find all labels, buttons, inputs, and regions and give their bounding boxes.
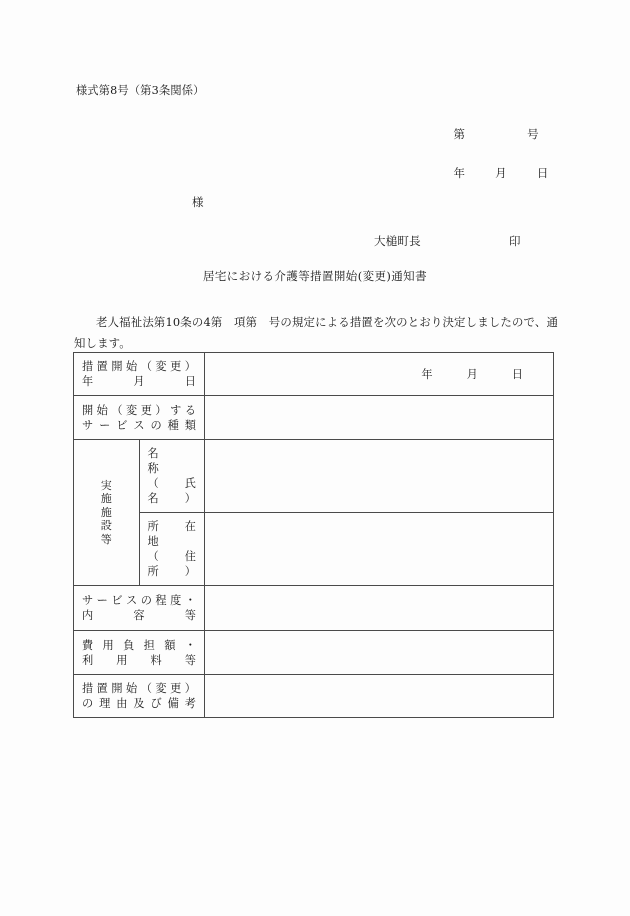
document-date-day: 日 [536, 166, 549, 180]
label-facility-address [139, 513, 219, 586]
table-row-measure-start-date [74, 353, 554, 396]
table-row-facility-name [74, 440, 554, 513]
label-service-type-line2: サービスの種類 [82, 418, 196, 432]
label-facility-group-text [74, 479, 139, 547]
label-facility-char-4: 等 [100, 532, 112, 546]
document-date-month: 月 [495, 166, 507, 180]
table-row-service-type [74, 396, 554, 440]
value-date-year: 年 [421, 368, 433, 381]
label-reason [74, 675, 205, 718]
document-number-prefix: 第 [453, 127, 466, 141]
value-facility-name[interactable] [205, 440, 554, 513]
form-code: 様式第8号（第3条関係） [76, 84, 205, 97]
label-measure-start-date-line2: 年 月 日 [82, 375, 196, 388]
table-row-cost [74, 631, 554, 675]
page-title: 居宅における介護等措置開始(変更)通知書 [203, 269, 427, 283]
label-facility-char-2: 施 [100, 505, 112, 519]
notification-form-table [73, 352, 554, 718]
table-row-service-level [74, 586, 554, 631]
table-row-facility-address [74, 513, 554, 586]
label-service-level [74, 586, 205, 631]
value-service-type[interactable] [205, 396, 554, 440]
label-reason-line2: の理由及び備考 [82, 697, 196, 710]
label-facility-char-0: 実 [100, 478, 112, 492]
label-facility-address-line2: （ 住 所 ） [147, 550, 208, 578]
label-cost-line2: 利 用 料 等 [82, 653, 196, 667]
seal-mark: 印 [509, 234, 521, 248]
label-service-type [74, 396, 205, 440]
document-number-suffix: 号 [527, 127, 539, 141]
value-date-day: 日 [511, 368, 523, 381]
label-facility-name-line1: 名 称 [147, 447, 204, 475]
label-facility-address-line1: 所 在 地 [147, 520, 219, 548]
label-cost [74, 631, 205, 675]
value-reason[interactable] [205, 675, 554, 718]
label-service-level-line1: サービスの程度・ [82, 594, 196, 607]
label-facility-group [74, 440, 140, 586]
addressee-honorific: 様 [192, 195, 204, 209]
table-row-reason [74, 675, 554, 718]
value-facility-address[interactable] [205, 513, 554, 586]
label-facility-char-1: 施 [100, 492, 112, 506]
body-paragraph: 老人福祉法第10条の4第 項第 号の規定による措置を次のとおり決定しましたので、通知します。 [74, 315, 558, 350]
label-measure-start-date-line1: 措置開始（変更） [82, 360, 196, 373]
label-facility-name [139, 440, 208, 513]
label-reason-line1: 措置開始（変更） [82, 682, 196, 695]
document-date-year: 年 [453, 166, 466, 180]
value-service-level[interactable] [205, 586, 554, 631]
issuer-name: 大槌町長 [374, 234, 421, 248]
label-service-level-line2: 内 容 等 [82, 609, 196, 622]
document-date-line [438, 151, 549, 195]
label-facility-name-line2: （ 氏 名 ） [147, 477, 208, 505]
document-number-line [438, 112, 539, 156]
label-service-type-line1: 開始（変更）する [82, 403, 196, 417]
label-facility-char-3: 設 [100, 519, 112, 533]
value-cost[interactable] [205, 631, 554, 675]
value-date-month: 月 [466, 368, 478, 381]
label-measure-start-date [74, 353, 205, 396]
value-measure-start-date[interactable] [205, 353, 554, 396]
label-cost-line1: 費用負担額・ [82, 638, 196, 652]
